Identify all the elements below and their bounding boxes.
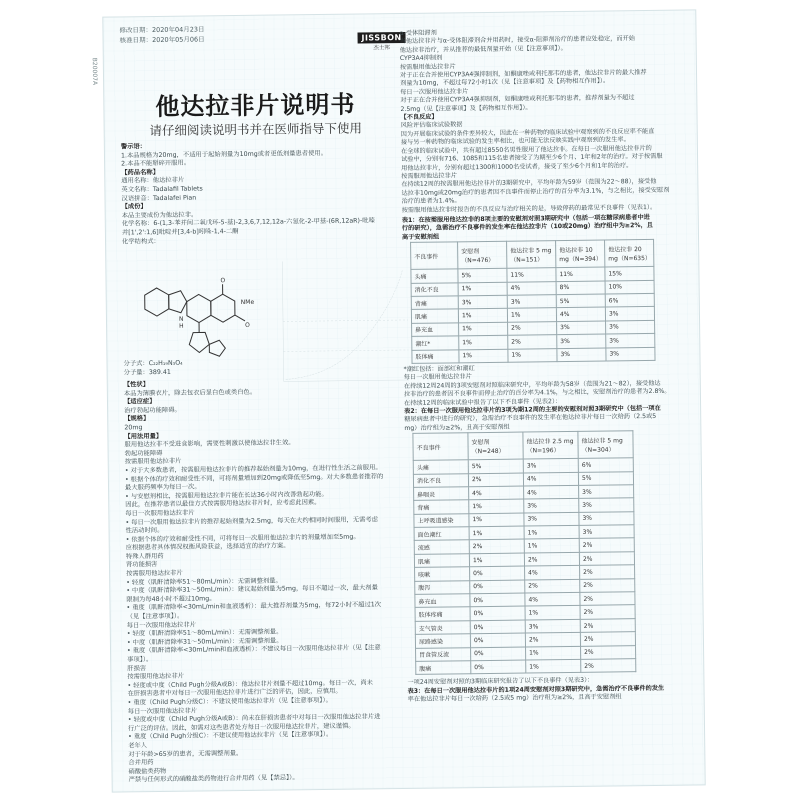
text-line: 当他达拉非片与α-受体阻滞剂合并用药时，接受α-阻滞剂治疗的患者应处稳定，而开始 — [399, 35, 636, 46]
text-line: 因此，在推荐患者以最佳方式按需服用他达拉非片时，应考虑此因素。 — [125, 499, 321, 509]
table-cell: 头痛 — [413, 460, 468, 474]
text-line: • 轻度或中度（Child Pugh分级A或B）：他达拉非片剂量不超过10mg。每日一次，尚未 — [127, 679, 373, 690]
table-cell: 肌痛 — [414, 554, 469, 568]
between-tables-text — [404, 362, 693, 433]
table-cell: 1% — [469, 526, 524, 540]
warning-section — [121, 140, 392, 246]
table-cell: 2% — [525, 633, 580, 647]
composition-line: 本品主要成份为他达拉非。 — [121, 211, 198, 220]
table-cell: 6% — [605, 293, 654, 307]
text-line: • 中度（肌酐清除率31～50mL/min）：建议起始剂量为5mg，每日不超过一次，最大剂量 — [126, 584, 378, 595]
text-line: 他达拉非治疗，并从推荐的最低剂量开始（见【注意事项】）。 — [399, 44, 567, 54]
text-line: • 中度（肌酐清除率31～50mL/min）：无需调整剂量。 — [126, 637, 283, 647]
table-cell: 面色潮红 — [414, 527, 469, 541]
table-cell: 1% — [526, 646, 581, 660]
text-line: 肝损害 — [127, 664, 147, 672]
header-line: 核准日期：2020年05月06日 — [119, 35, 205, 45]
text-line: • 重度（Child Pugh分级C）：不建议使用他达拉非片（见【注意事项】）。 — [127, 696, 332, 707]
text-line: 严禁与任何形式的硝酸盐类药物进行合并用药（见【禁忌】）。 — [128, 774, 299, 784]
table-cell: 背痛 — [411, 296, 458, 310]
table-cell: 胃食管反流 — [416, 647, 471, 661]
table-cell: 3% — [579, 525, 634, 539]
text-line: 每日一次服用他达拉非片 — [125, 509, 195, 518]
text-line: 【规格】 — [124, 415, 150, 423]
table-cell: 11% — [556, 267, 605, 281]
text-line: 在持续12周的按需服用他达拉非片的3期研究中，平均年龄为59岁（范围为22～88），接受他 — [401, 178, 657, 189]
logo-text: JISSBON — [357, 32, 405, 44]
text-line: （见【注意事项】）。 — [126, 612, 184, 621]
table-cell: 3% — [557, 321, 606, 335]
text-line: *潮红包括：面部红和潮红 — [403, 365, 475, 373]
text-line: • 对于大多数患者，按需服用他达拉非片的推荐起始剂量为10mg，在进行性生活之前服用。 — [124, 464, 382, 475]
adverse-events-table-2 — [412, 430, 636, 675]
text-line: 治疗勃起功能障碍。 — [124, 406, 181, 415]
formula-section — [123, 357, 393, 377]
table-cell: 4% — [524, 485, 579, 499]
mol-label-h: H — [179, 322, 184, 330]
text-line: 【用法用量】 — [124, 432, 163, 440]
text-line: 行广泛的评估。因此，如需对这些患者处方每日一次服用他达拉非片，建议谨慎。 — [127, 722, 355, 733]
table-cell: 4% — [525, 566, 580, 580]
table-cell: 0% — [470, 593, 525, 607]
table-cell: 2% — [524, 552, 579, 566]
text-line: 特殊人群用药 — [125, 552, 164, 561]
table-cell: 2% — [508, 335, 557, 349]
section-heading: 【成份】 — [121, 203, 147, 211]
table-cell: 肌痛 — [411, 309, 458, 323]
table-cell: 3% — [557, 348, 606, 362]
text-line: 剂量为10mg，不超过每72小时1次（见【注意事项】及【药物相互作用】）。 — [400, 77, 610, 88]
text-line: 每日一次服用他达拉非片 — [403, 373, 472, 382]
table-cell: 1% — [525, 606, 580, 620]
table-cell: 8% — [556, 281, 605, 295]
table-cell: 0% — [471, 660, 526, 674]
warning-heading: 警示语： — [120, 143, 147, 151]
chemical-structure — [134, 273, 285, 365]
text-line: 每日一次服用他达拉非片 — [127, 707, 198, 715]
text-line: 在全球的临床试验中，共有超过8550名男性服用了他达拉非。在每日一次服用他达拉非片的 — [400, 144, 652, 155]
table-cell: 3% — [507, 295, 556, 309]
composition-line: 化学名称：6-(1,3-苯并间二氧戊环-5-基)-2,3,6,7,12,12a-六氢化-2-甲基-(6R,12aR)-吡嗪 — [121, 217, 375, 228]
text-line: 表3：在每日一次服用他达拉非片的1项24周安慰剂对照3期研究中，急需治疗不良事件的发生 — [407, 684, 665, 695]
table-cell: 1% — [459, 322, 508, 336]
text-line: 【性状】 — [123, 381, 150, 389]
right-column — [399, 27, 695, 705]
drug-name-line: 通用名称：他达拉非片 — [121, 177, 185, 185]
text-line: 硝酸盐类药物 — [128, 767, 167, 776]
text-line: 服用他达拉非不受进食影响，需要性刺激以使他达拉非生效。 — [124, 439, 295, 449]
table1-caption — [402, 213, 690, 242]
table-cell: 2% — [579, 552, 634, 566]
leaflet-sheet — [90, 10, 704, 791]
text-line: 在持续12周24周的3项安慰剂对照临床研究中，平均年龄为58岁（范围为21～82），接受他达 — [403, 379, 661, 390]
table-cell: 4% — [556, 307, 605, 321]
mol-label-o: O — [220, 277, 226, 285]
header-line: 修改日期：2020年04月23日 — [119, 25, 205, 35]
text-line: 治疗的患者为1.4%。 — [401, 197, 461, 206]
table-row — [416, 659, 636, 675]
text-line: 【适应症】 — [123, 398, 156, 406]
table-cell: 背痛 — [414, 500, 469, 514]
table-cell: 4% — [507, 281, 556, 295]
logo-subtext: 杰士邦 — [373, 45, 390, 52]
table-cell: 1% — [507, 308, 556, 322]
table-cell: 3% — [606, 320, 655, 334]
adverse-events-table-1 — [410, 239, 655, 364]
table-cell: 1% — [524, 525, 579, 539]
table-cell: 肢体疼痛 — [415, 607, 470, 621]
text-line: 接与另一种药物的临床试验的发生率相比，也可能无法反映实践中观察到的发生率。 — [400, 136, 630, 147]
column-header: 他达拉非 20 mg（N=635） — [605, 240, 654, 268]
text-line: 按需服用他达拉非片 — [124, 458, 182, 466]
text-line: 按需服用他达拉非时报告的不良反应与治疗相关的是，导致停药的最常见不良事件（见表1）。 — [401, 203, 657, 214]
table-cell: 肢体痛 — [412, 349, 459, 363]
table-cell: 6% — [578, 458, 633, 472]
text-line: 本品为薄膜衣片，除去包衣后显白色或类白色。 — [123, 388, 257, 398]
table-header-row — [411, 240, 654, 270]
table-cell: 15% — [605, 267, 654, 281]
text-line: 拉非治疗的患者因不良事件而停止治疗的百分率为4.1%，与之相比，安慰剂治疗的患者为2.8%。 — [403, 387, 671, 399]
drug-name-line: 汉语拼音：Tadalafei Pian — [121, 194, 197, 202]
text-line: • 根据个体的疗效和耐受性不同，可将剂量增加到20mg或降低至5mg。对大多数患者推荐的 — [124, 472, 384, 483]
table-cell: 0% — [470, 606, 525, 620]
drug-name-line: 英文名称：Tadalafil Tablets — [121, 185, 203, 194]
composition-line: 化学结构式： — [121, 237, 160, 245]
table-cell: 11% — [507, 268, 556, 282]
column-header: 安慰剂 （N=476） — [458, 241, 507, 269]
text-line: 最大服药频率为每日一次。 — [124, 483, 201, 492]
text-line: 每日一次服用他达拉非片 — [126, 621, 197, 630]
table-cell: 消化不良 — [413, 473, 468, 487]
table-header-row — [413, 431, 633, 461]
table-cell: 5% — [556, 294, 605, 308]
table-cell: 5% — [578, 471, 633, 485]
mol-label-o: O — [245, 321, 250, 329]
text-line: 应根据患者具体情况权衡风险获益，选择适宜的治疗方案。 — [125, 542, 290, 552]
table-cell: 支气管炎 — [415, 621, 470, 635]
text-line: • 重度（Child Pugh分级C）：不建议使用他达拉非片（见【注意事项】）。 — [128, 731, 333, 741]
text-line: 率在他达拉非片每日一次给药（2.5或5 mg）治疗组为≥2%，且高于安慰剂组 — [407, 693, 622, 704]
text-line: 对于正在合并使用CYP3A4强抑制剂，如酮康唑或利托那韦的患者，推荐剂量为不超过 — [400, 94, 635, 105]
text-line: 风险评估临床试验数据 — [400, 121, 463, 130]
table-cell: 2% — [580, 632, 635, 646]
table-cell: 头痛 — [411, 269, 458, 283]
table-cell: 10% — [605, 280, 654, 294]
column-header: 他达拉非 2.5 mg （N=196） — [523, 432, 578, 460]
table-cell: 消化不良 — [411, 282, 458, 296]
brand-logo — [357, 32, 405, 52]
table-cell: 2% — [580, 565, 635, 579]
column-header: 他达拉非 5 mg （N=304） — [578, 431, 633, 459]
table-cell: 3% — [579, 485, 634, 499]
table-cell: 鼻充血 — [412, 323, 459, 337]
column-header: 安慰剂 （N=248） — [468, 432, 523, 460]
text-line: 一项24周安慰剂对照的3期临床研究报告了以下不良事件（见表3）： — [407, 677, 594, 687]
text-line: 肾功能损害 — [125, 561, 158, 569]
table-cell: 5% — [458, 268, 507, 282]
text-line: 每日一次服用他达拉非片 — [400, 88, 469, 96]
text-line: 试验中，分别有716、1085和115名患者接受了为期至少6个月、1年和2年的治疗。对于按需服 — [401, 152, 663, 164]
text-line: • 轻度（肌酐清除率51～80mL/min）：无需调整剂量。 — [126, 577, 282, 587]
dosage-sections — [124, 378, 399, 785]
text-line: 勃起功能障碍 — [124, 449, 163, 458]
text-line: 事项】）。 — [127, 656, 153, 664]
formula-line: 分子式：C₂₂H₁₉N₃O₄ — [123, 359, 183, 368]
table-cell: 0% — [470, 620, 525, 634]
table-cell: 3% — [525, 619, 580, 633]
warning-line: 1.本品规格为20mg，不适用于起始剂量为10mg或者更低剂量患者使用。 — [120, 149, 328, 160]
table-cell: 2% — [508, 321, 557, 335]
text-line: 性活动时间。 — [125, 527, 164, 535]
table-cell: 潮红* — [412, 336, 459, 350]
text-line: 限制为每48小时不超过10mg。 — [126, 595, 216, 604]
text-line: 20mg — [124, 424, 143, 432]
table-cell: 2% — [580, 605, 635, 619]
right-bottom-text — [407, 676, 695, 705]
table-cell: 上呼吸道感染 — [414, 513, 469, 527]
left-column — [119, 22, 402, 784]
text-line: 糖尿病患者中进行的研究），急需治疗不良事件的发生率在他达拉非片每日一次给药（2.5或5 — [404, 413, 657, 424]
text-line: • 重度（肌酐清除率<30mL/min和血液透析）：不建议每日一次服用他达拉非片（见【注意 — [126, 644, 381, 655]
page-subtitle: 请仔细阅读说明书并在医师指导下使用 — [149, 120, 363, 139]
table-cell: 2% — [581, 645, 636, 659]
table-cell: 3% — [605, 307, 654, 321]
text-line: 在肝损害患者中对每日一次服用他达拉非片进行广泛的评估，因此，应慎用。 — [127, 688, 342, 698]
table-row — [412, 347, 655, 363]
table-cell: 2% — [525, 579, 580, 593]
table-cell: 1% — [458, 309, 507, 323]
table-cell: 鼻充血 — [415, 594, 470, 608]
text-line: • 每日一次服用他达拉非片的推荐起始剂量为2.5mg，每天在大约相同时间服用，无需考虑 — [125, 515, 379, 526]
table-cell: 1% — [459, 349, 508, 363]
formula-line: 分子量：389.41 — [123, 368, 171, 377]
vertical-code: B20007A — [90, 57, 99, 86]
table-cell: 2% — [579, 538, 634, 552]
table-cell: 2% — [469, 540, 524, 554]
table-cell: 3% — [579, 511, 634, 525]
text-line: 按需服用他达拉非片 — [399, 62, 456, 71]
table-cell: 1% — [458, 282, 507, 296]
column-header: 他达拉非 10 mg（N=394） — [556, 240, 605, 268]
composition-line: 并[1',2':1,6]吡啶并[3,4-b]吲哚-1,4-二酮 — [121, 227, 239, 237]
column-header: 不良事件 — [411, 242, 458, 270]
text-line: 按需服用他达拉非片 — [126, 569, 183, 578]
table-cell: 1% — [469, 553, 524, 567]
table-cell: 尿路感染 — [415, 634, 470, 648]
caption-line: 行的研究），急需治疗不良事件的发生率在他达拉非片（10或20mg）治疗组中为≥2%，且 — [401, 222, 653, 233]
table-cell: 0% — [471, 647, 526, 661]
table-cell: 3% — [557, 334, 606, 348]
caption-line: 表1：在按需服用他达拉非的8项主要的安慰剂对照3期研究中（包括一项在糖尿病患者中进 — [401, 213, 650, 224]
table-cell: 3% — [458, 295, 507, 309]
text-line: • 轻度或中度（Child Pugh分级A或B）：尚未在肝损害患者中对每日一次服用他达拉非片进 — [127, 713, 381, 724]
text-line: • 依据个体的疗效和耐受性不同，可将每日一次服用他达拉非片的剂量增加至5mg。 — [125, 533, 360, 544]
text-line: 用他达拉非片，分别有超过1300和1000名受试者，接受了至少6个月和1年的治疗。 — [401, 161, 633, 172]
text-line: α-受体阻滞剂 — [399, 29, 437, 38]
text-line: 【不良反应】 — [400, 113, 438, 122]
mol-label-nme: NMe — [240, 298, 255, 306]
table-cell: 3% — [523, 459, 578, 473]
table-cell: 4% — [469, 486, 524, 500]
table-cell: 2% — [581, 659, 636, 673]
text-line: 因为开展临床试验的条件差异较大，因此在一种药物的临床试验中观察到的不良反应率不能直 — [400, 127, 655, 138]
table-cell: 2% — [580, 619, 635, 633]
table-cell: 3% — [579, 498, 634, 512]
table-cell: 0% — [470, 580, 525, 594]
table-cell: 1% — [459, 335, 508, 349]
table-cell: 腹痛 — [416, 661, 471, 675]
text-line: mg）治疗组为≥2%，且高于安慰剂组 — [404, 423, 510, 432]
text-line: • 轻度（肌酐清除率51～80mL/min）：无需调整剂量。 — [126, 628, 283, 638]
table-cell: 0% — [470, 566, 525, 580]
table-cell: 腹泻 — [415, 580, 470, 594]
table-cell: 1% — [469, 513, 524, 527]
column-header: 他达拉非 5 mg （N=151） — [507, 241, 556, 269]
table-cell: 3% — [606, 347, 655, 361]
table-cell: 鼻咽炎 — [414, 487, 469, 501]
caption-line: 高于安慰剂组 — [401, 233, 440, 241]
text-line: 对于正在合并使用CYP3A4强抑制剂，如酮康唑或利托那韦的患者，他达拉非片的最大推荐 — [399, 69, 647, 80]
text-line: • 重度（肌酐清除率<30mL/min和血液透析）：最大推荐剂量为5mg，每72小时不超过1次 — [126, 601, 382, 612]
table-cell: 4% — [525, 592, 580, 606]
text-line: 按需服用他达拉非片 — [127, 672, 185, 681]
text-line: • 与安慰剂相比，按需服用他达拉非片能在长达36小时内改善勃起功能。 — [125, 490, 328, 501]
mol-label-nh: N — [178, 315, 184, 323]
warning-line: 2.本品不能掰碎开服用。 — [121, 159, 191, 168]
text-line: 老年人 — [128, 742, 148, 750]
right-top-text — [399, 27, 689, 215]
table-cell: 3% — [524, 512, 579, 526]
text-line: 达拉非10mg或20mg治疗的患者因不良事件而停止治疗的百分率为3.1%，与之相比，接受安慰剂 — [401, 186, 670, 197]
table-cell: 3% — [606, 334, 655, 348]
text-line: 在持续12周的临床试验中报告了以下不良事件（见表2）： — [403, 397, 562, 407]
table-cell: 流感 — [414, 540, 469, 554]
table-cell: 2% — [580, 578, 635, 592]
table-cell: 4% — [523, 472, 578, 486]
section-heading: 【药品名称】 — [121, 168, 160, 177]
text-line: 对于年龄>65岁的患者，无需调整剂量。 — [128, 749, 243, 758]
column-header: 不良事件 — [413, 433, 468, 461]
table-cell: 1% — [526, 659, 581, 673]
table-cell: 1% — [524, 539, 579, 553]
text-line: CYP3A4抑制剂 — [399, 54, 443, 63]
text-line: 按需服用他达拉非片 — [401, 172, 457, 180]
table-cell: 0% — [470, 633, 525, 647]
table-cell: 咳嗽 — [415, 567, 470, 581]
table-cell: 2% — [468, 473, 523, 487]
table-cell: 2% — [580, 592, 635, 606]
table-cell: 3% — [524, 499, 579, 513]
table-cell: 5% — [468, 459, 523, 473]
table-cell: 1% — [508, 348, 557, 362]
text-line: 合并用药 — [128, 759, 154, 767]
text-line: 2.5mg（见【注意事项】及【药物相互作用】）。 — [400, 104, 532, 113]
page-title: 他达拉非片说明书 — [155, 90, 356, 122]
text-line: 表2：在每日一次服用他达拉非片的3项为期12周的主要的安慰剂对照3期研究中（包括一项在 — [404, 404, 661, 415]
table-cell: 1% — [469, 499, 524, 513]
